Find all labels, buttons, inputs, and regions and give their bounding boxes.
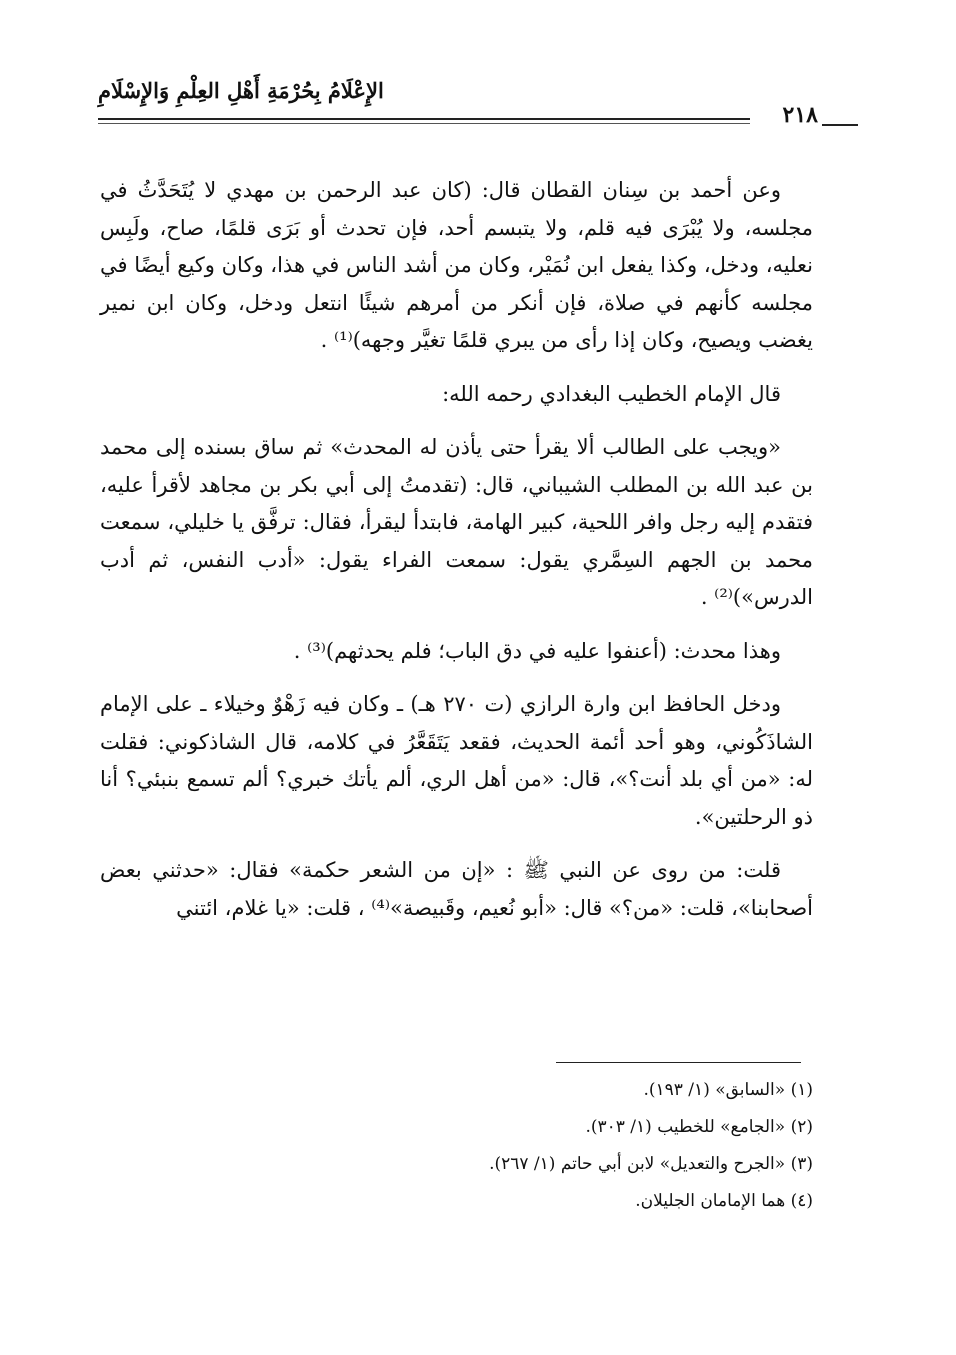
paragraph: قال الإمام الخطيب البغدادي رحمه الله: (442, 381, 781, 406)
paragraph: ودخل الحافظ ابن وارة الرازي (ت ٢٧٠ هـ) ـ وكان فيه زَهْوٌ وخيلاء ـ على الإمام الشاذَكُوني، وهو أحد أئمة الحديث، فقعد يَتَقَعَّرُ في كلامه، قال الشاذكوني: فقلت له: «من أي بلد أنت؟»، قال: «من أهل الري، ألم يأتك خبري؟ ألم تسمع بنبئي؟ أنا ذو الرحلتين». (100, 692, 813, 829)
paragraph: قلت: من روى عن النبي ﷺ : «إن من الشعر حكمة» فقال: «حدثني بعض أصحابنا»، قلت: «من؟» قال: «أبو نُعيم، وقَبيصة»⁽⁴⁾ ، قلت: «يا غلام، ائتني (100, 858, 813, 920)
footnote-separator (556, 1062, 801, 1063)
paragraph: «ويجب على الطالب ألا يقرأ حتى يأذن له المحدث» ثم ساق بسنده إلى محمد بن عبد الله بن المطلب الشيباني، قال: (تقدمتُ إلى أبي بكر بن مجاهد لأقرأ عليه، فتقدم إليه رجل وافر اللحية، كبير الهامة، فابتدأ ليقرأ، فقال: ترفَّق يا خليلي، سمعت محمد بن الجهم السِمَّري يقول: سمعت الفراء يقول: «أدب النفس، ثم أدب الدرس»)⁽²⁾ . (100, 435, 813, 609)
header-rule (98, 118, 750, 120)
book-title: الإِعْلَامُ بِحُرْمَةِ أَهْلِ العِلْمِ وَالإِسْلَامِ (98, 78, 384, 103)
footnote: (٢) «الجامع» للخطيب (١/ ٣٠٣). (585, 1117, 813, 1137)
paragraph: وهذا محدث: (أعنفوا عليه في دق الباب؛ فلم يحدثهم)⁽³⁾ . (293, 638, 781, 663)
page-header (98, 66, 858, 136)
page-number-underline (822, 124, 858, 126)
footnotes (253, 1072, 813, 1220)
footnote: (٤) هما الإمامان الجليلان. (635, 1191, 813, 1211)
page-number: ٢١٨ (782, 102, 818, 128)
footnote: (٣) «الجرح والتعديل» لابن أبي حاتم (١/ ٢٦٧). (489, 1154, 813, 1174)
header-rule-thin (98, 123, 750, 124)
footnote: (١) «السابق» (١/ ١٩٣). (643, 1080, 813, 1100)
main-text (100, 172, 813, 937)
paragraph: وعن أحمد بن سِنان القطان قال: (كان عبد الرحمن بن مهدي لا يُتَحَدَّثُ في مجلسه، ولا يُبْرَى فيه قلم، ولا يتبسم أحد، فإن تحدث أو بَرَى قلمًا، صاح، ولَبِس نعليه، ودخل، وكذا يفعل ابن نُمَيْر، وكان من أشد الناس في هذا، وكان وكيع أيضًا في مجلسه كأنهم في صلاة، فإن أنكر من أمرهم شيئًا انتعل ودخل، وكان ابن نمير يغضب ويصيح، وكان إذا رأى من يبري قلمًا تغيَّر وجهه)⁽¹⁾ . (100, 178, 813, 352)
